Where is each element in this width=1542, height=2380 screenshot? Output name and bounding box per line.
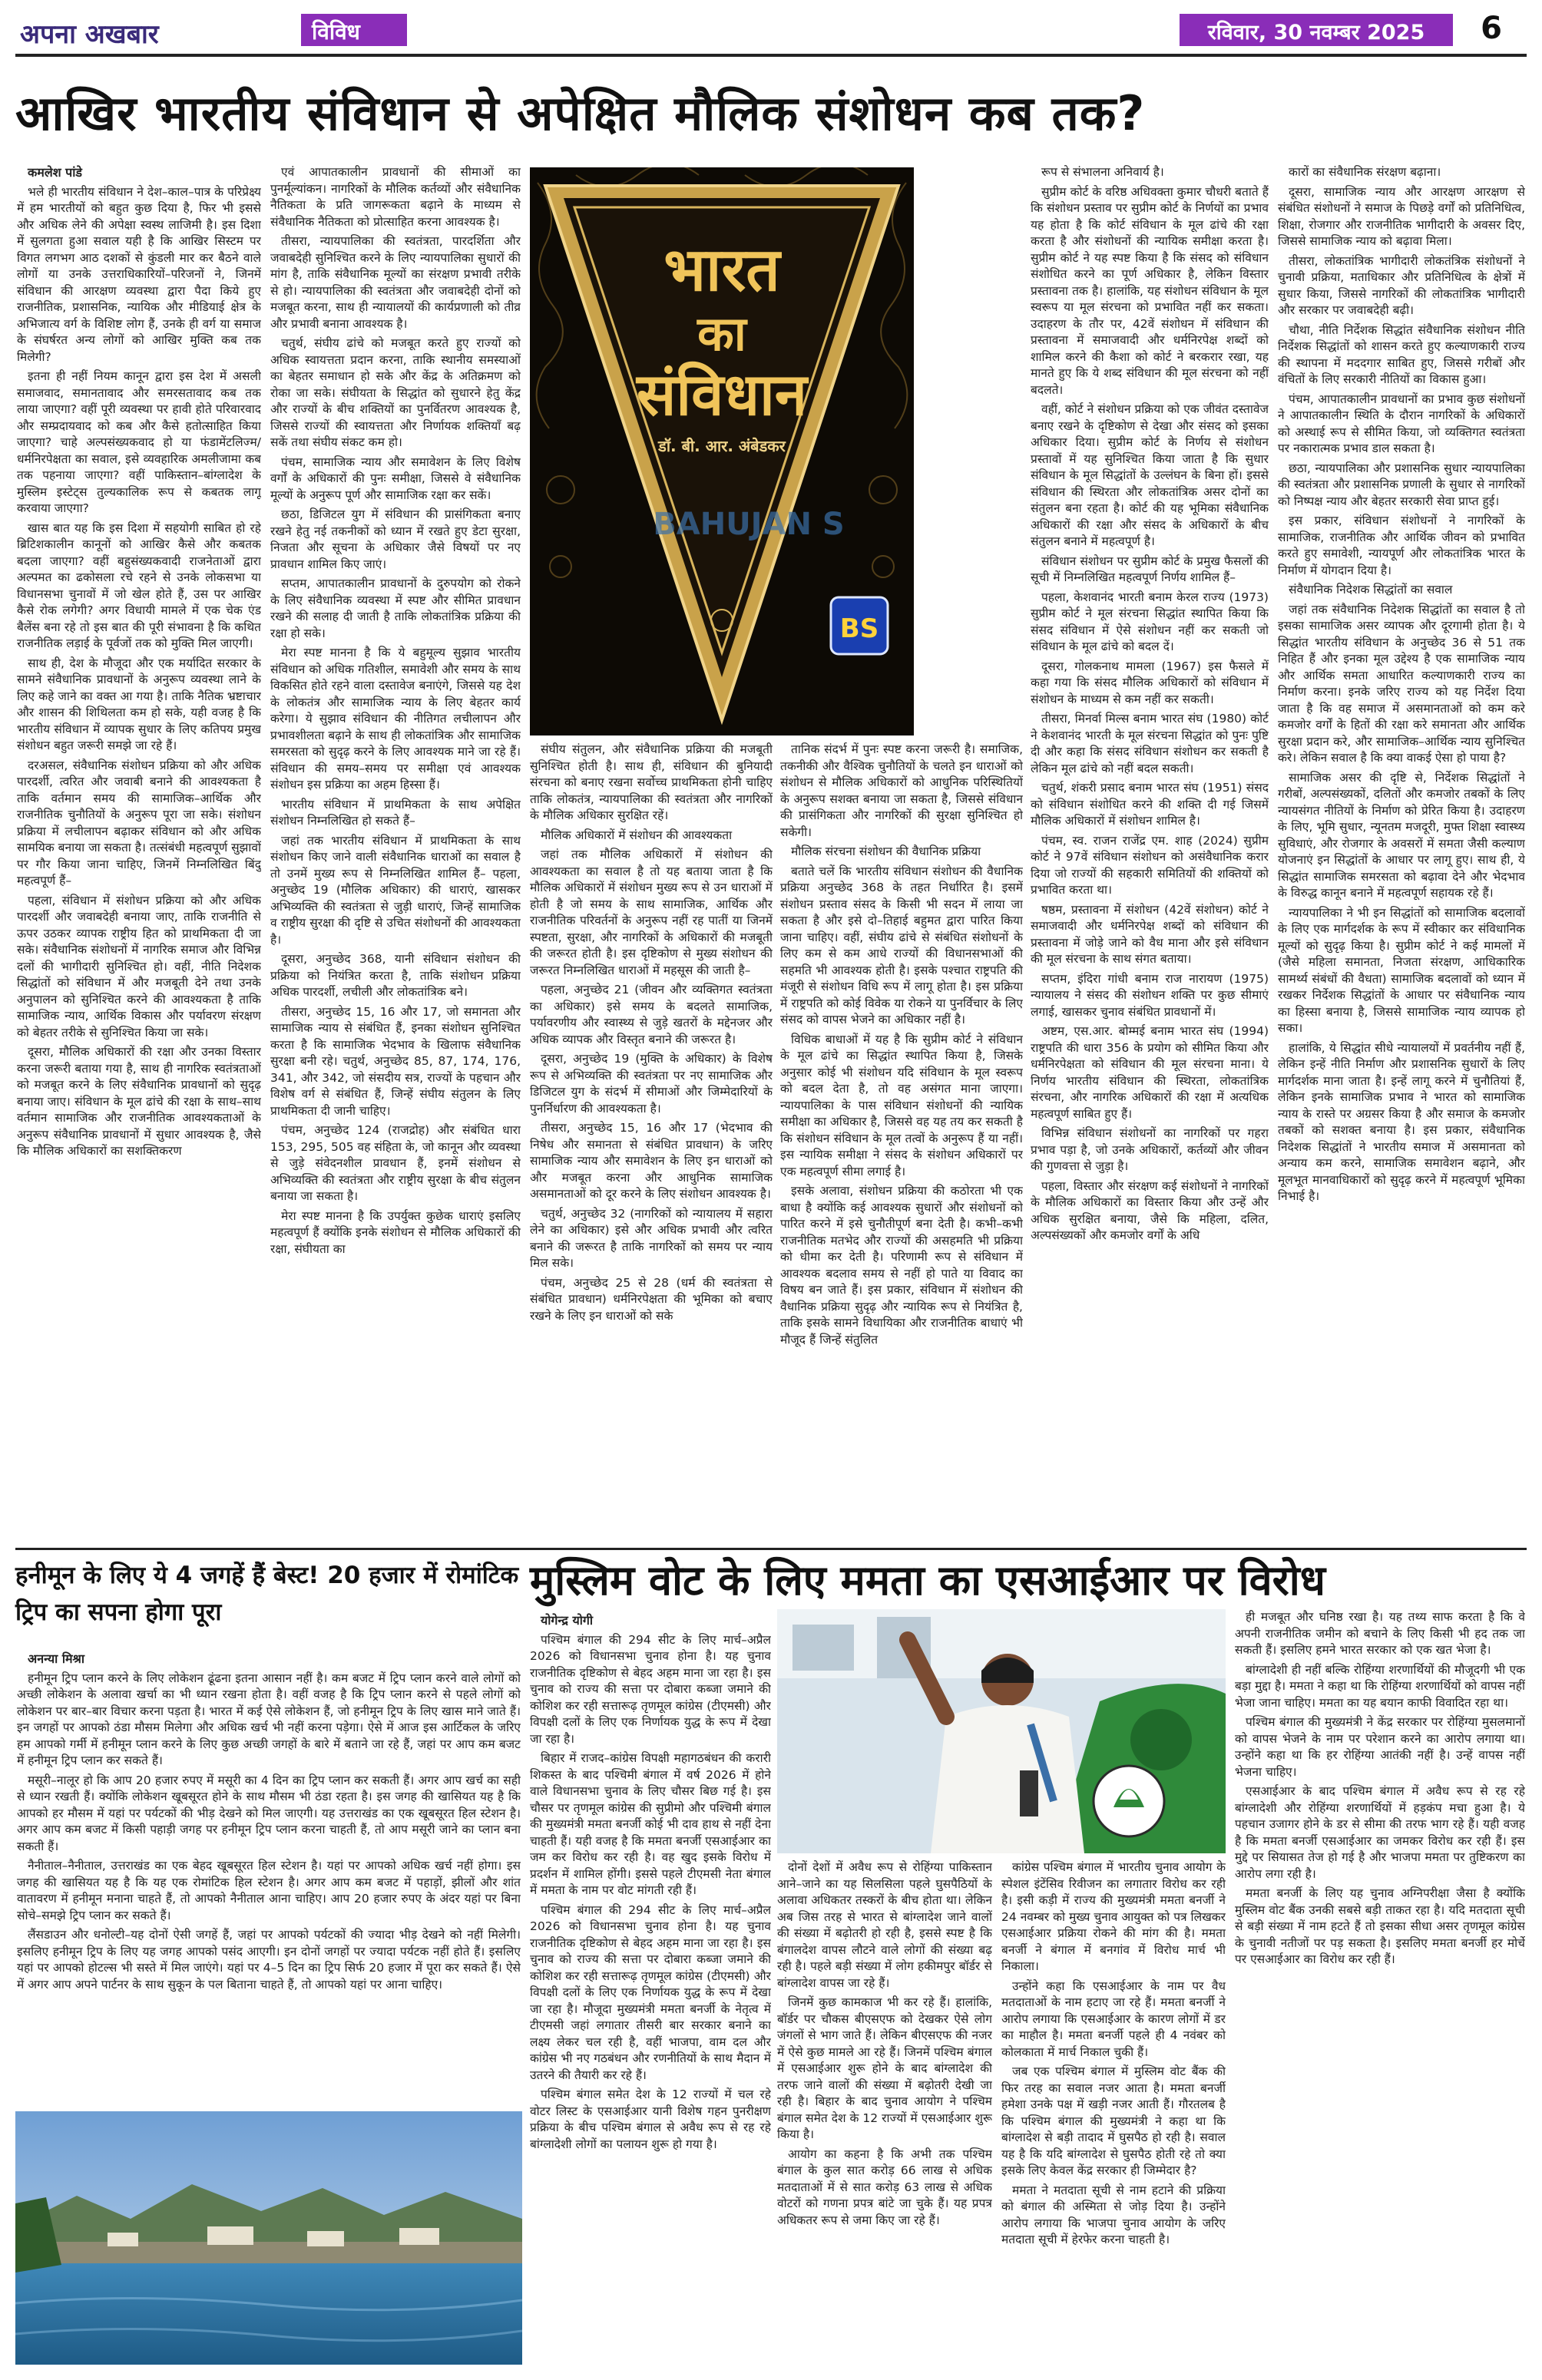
paragraph: दूसरा, सामाजिक न्याय और आरक्षण आरक्षण से संबंधित संशोधनों ने समाज के पिछड़े वर्गों को प्रतिनिधित्व, शिक्षा, रोजगार और राजनीतिक भागीदारी के अवसर दिए, जिससे सामाजिक न्याय को बढ़ावा मिला। [1278,184,1525,248]
paragraph: तीसरा, मिनर्वा मिल्स बनाम भारत संघ (1980) कोर्ट ने केशवानंद भारती के मूल संरचना सिद्धांत को पुनः पुष्टि दी और कहा कि संसद संविधान संशोधन कर सकती है लेकिन मूल ढांचे को नहीं बदल सकती। [1031,712,1269,775]
tmc-flower-emblem [1094,1766,1164,1836]
story1-column-2 [270,164,521,1539]
paragraph: संवैधानिक निदेशक सिद्धांतों का सवाल [1289,583,1453,597]
paragraph: एसआईआर के बाद पश्चिम बंगाल में अवैध रूप से रह रहे बांग्लादेशी और रोहिंग्या शरणार्थियों में हड़कंप मचा हुआ है। ये पहचान उजागर होने के डर से सीमा की तरफ भाग रहे हैं। यही वजह है कि ममता बनर्जी एसआईआर का जमकर विरोध कर रही हैं। इस मुद्दे पर सियासत तेज हो गई है और भाजपा ममता पर तुष्टिकरण का आरोप लगा रही है। [1235,1784,1525,1881]
story3-column-3 [1001,1859,1226,2366]
paragraph: पश्चिम बंगाल समेत देश के 12 राज्यों में चल रहे वोटर लिस्ट के एसआईआर यानी विशेष गहन पुनरीक्षण प्रक्रिया के बीच पश्चिम बंगाल से अवैध रूप से रह रहे बांग्लादेशी लोगों का पलायन शुरू हो गया है। [530,2087,771,2151]
paragraph: इसके अलावा, संशोधन प्रक्रिया की कठोरता भी एक बाधा है क्योंकि कई आवश्यक सुधारों और संशोधनों को पारित करने में इसे चुनौतीपूर्ण बना देती है। कभी–कभी राजनीतिक मतभेद और राज्यों की असहमति भी प्रक्रिया को धीमा कर देती है। परिणामी रूप से संविधान में आवश्यक बदलाव समय से नहीं हो पाते या विवाद का विषय बन जाते हैं। इस प्रकार, संविधान में संशोधन की वैधानिक प्रक्रिया सुदृढ़ और न्यायिक रूप से नियंत्रित है, ताकि इसके सामने विधायिका और राजनीतिक बाधाएं भी मौजूद हैं जिन्हें संतुलित [780,1184,1023,1347]
paragraph: विधिक बाधाओं में यह है कि सुप्रीम कोर्ट ने संविधान के मूल ढांचे का सिद्धांत स्थापित किया है, जिसके अनुसार कोई भी संशोधन यदि संविधान के मूल स्वरूप को बदल देता है, तो वह असंगत माना जाएगा। न्यायपालिका के पास संविधान संशोधनों की न्यायिक समीक्षा का अधिकार है, जिससे वह यह तय कर सकती है कि संशोधन संविधान के मूल तत्वों के अनुरूप हैं या नहीं। इस न्यायिक समीक्षा ने संसद के संशोधन अधिकारों पर एक महत्वपूर्ण सीमा लगाई है। [780,1032,1023,1178]
story1-column-6 [1278,164,1525,1539]
paragraph: चतुर्थ, शंकरी प्रसाद बनाम भारत संघ (1951) संसद को संविधान संशोधित करने की शक्ति दी गई जिसमें मौलिक अधिकारों में संशोधन शामिल है। [1031,781,1269,828]
story2-author: अनन्या मिश्रा [28,1651,85,1666]
section-divider [15,1548,1527,1550]
paragraph: पहला, केशवानंद भारती बनाम केरल राज्य (1973) सुप्रीम कोर्ट ने मूल संरचना सिद्धांत स्थापित किया कि संसद संविधान में ऐसे संशोधन नहीं कर सकती जो संविधान के मूल ढांचे को बदल दें। [1031,590,1269,653]
paragraph: चौथा, नीति निर्देशक सिद्धांत संवैधानिक संशोधन नीति निर्देशक सिद्धांतों को शासन करते हुए कल्याणकारी राज्य की स्थापना में मददगार साबित हुए, जिससे गरीबों और वंचितों के लिए सरकारी नीतियों का विकास हुआ। [1278,322,1525,386]
paragraph: तीसरा, न्यायपालिका की स्वतंत्रता, पारदर्शिता और जवाबदेही सुनिश्चित करने के लिए न्यायपालिका सुधारों की मांग है, ताकि संवैधानिक मूल्यों का संरक्षण प्रभावी तरीके से हो। न्यायपालिका की स्वतंत्रता और जवाबदेही दोनों को मजबूत करना, साथ ही न्यायालयों की कार्यप्रणाली को तीव्र और प्रभावी बनाना आवश्यक है। [270,234,521,331]
masthead [0,0,1542,52]
lake-photo [15,2111,522,2365]
book-title-line3: संविधान [637,360,807,428]
paragraph: जहां तक संवैधानिक निदेशक सिद्धांतों का सवाल है तो इसका सामाजिक असर व्यापक और दूरगामी होता है। ये सिद्धांत भारतीय संविधान के अनुच्छेद 36 से 51 तक निहित हैं और इनका मूल उद्देश्य है एक सामाजिक न्याय और आर्थिक समता आधारित कल्याणकारी राज्य का निर्माण करना। इनके जरिए राज्य को यह निर्देश दिया जाता है कि वह समाज में असमानताओं को कम करे कमजोर वर्गों के हितों की रक्षा करे समानता और आर्थिक सुरक्षा प्रदान करे, और सामाजिक–आर्थिक न्याय सुनिश्चित करे। लेकिन सवाल है कि क्या वाकई ऐसा हो पाया है? [1278,602,1525,765]
story2-body [17,1651,521,2104]
paragraph: बिहार में राजद–कांग्रेस विपक्षी महागठबंधन की करारी शिकस्त के बाद पश्चिमी बंगाल में वर्ष 2026 में होने वाले विधानसभा चुनाव के लिए चौसर बिछ गई है। इस चौसर पर तृणमूल कांग्रेस की सुप्रीमो और पश्चिमी बंगाल की मुख्यमंत्री ममता बनर्जी कोई भी दाव हाथ से नहीं देना चाहती हैं। यही वजह है कि ममता बनर्जी एसआईआर का जम कर विरोध कर रही है। वह खुद इसके विरोध में प्रदर्शन में शामिल होंगी। इससे पहले टीएमसी नेता बंगाल में ममता के नाम पर वोट मांगती रही हैं। [530,1751,771,1897]
paragraph: तीसरा, अनुच्छेद 15, 16 और 17, जो समानता और सामाजिक न्याय से संबंधित हैं, इनका संशोधन सुनिश्चित करता है कि सामाजिक भेदभाव के खिलाफ संवैधानिक सुरक्षा बनी रहे। चतुर्थ, अनुच्छेद 85, 87, 174, 176, 341, और 342, जो संसदीय सत्र, राज्यों के पहचान और विशेष वर्ग से संबंधित हैं, जिन्हें संघीय संतुलन के लिए प्राथमिकता दी जानी चाहिए। [270,1004,521,1118]
story1-headline: आखिर भारतीय संविधान से अपेक्षित मौलिक संशोधन कब तक? [15,85,1146,141]
paragraph: खास बात यह कि इस दिशा में सहयोगी साबित हो रहे ब्रिटिशकालीन कानूनों को आखिर कैसे और कबतक बदला जाएगा? वहीं बहुसंख्यकवादी राजनेताओं द्वारा अल्पमत का ढकोसला रचे रहने से उनके लोकसभा या विधानसभा चुनावों में जो खेल होते हैं, उस पर आखिर कैसे रोक लगेगी? अगर विधायी मामले में एक चेक एंड बैलेंस बना रहे तो इस बात की पूरी संभावना है कि कथित राजनीतिक लड़ाई के पूर्वजों तक को मुक्ति मिल जाएगी। [17,521,261,650]
paragraph: साथ ही, देश के मौजूदा और एक मर्यादित सरकार के सामने संवैधानिक प्रावधानों के अनुरूप व्यवस्था लाने के लिए कहे जाने का वक्त आ गया है। ताकि नैतिक भ्रष्टाचार और शासन की शिथिलता कम हो सके, यही वजह है कि भारतीय संविधान में व्यापक सुधार के लिए कतिपय प्रमुख संशोधन बहुत जरूरी समझे जा रहे हैं। [17,656,261,752]
story3-column-2 [777,1859,992,2366]
paragraph: चतुर्थ, संघीय ढांचे को मजबूत करते हुए राज्यों को अधिक स्वायत्तता प्रदान करना, ताकि स्थानीय समस्याओं का बेहतर समाधान हो सके और केंद्र के अतिक्रमण को रोका जा सके। संघीयता के सिद्धांत को सुधारने हेतु केंद्र और राज्यों के बीच शक्तियों का पुनर्वितरण आवश्यक है, जिससे राज्यों की स्वायत्तता और निर्णायक शक्तियाँ बढ़ सकें तथा संघीय संकट कम हो। [270,336,521,449]
paragraph: जहां तक मौलिक अधिकारों में संशोधन की आवश्यकता का सवाल है तो यह बताया जाता है कि मौलिक अधिकारों में संशोधन मुख्य रूप से उन धाराओं में होती है जो समय के साथ सामाजिक, आर्थिक और राजनीतिक परिवर्तनों के अनुरूप नहीं रह पातीं या जिनमें स्पष्टता, सुरक्षा, और नागरिकों के अधिकारों की मजबूती की जरूरत होती है। इस दृष्टिकोण से मुख्य संशोधन की जरूरत निम्नलिखित धाराओं में महसूस की जाती है– [530,848,773,977]
paragraph: बांग्लादेशी ही नहीं बल्कि रोहिंग्या शरणार्थियों की मौजूदगी भी एक बड़ा मुद्दा है। ममता ने कहा था कि रोहिंग्या शरणार्थियों को वापस नहीं भेजा जाना चाहिए। ममता का यह बयान काफी विवादित रहा था। [1235,1662,1525,1710]
paragraph: ही मजबूत और घनिष्ठ रखा है। यह तथ्य साफ करता है कि वे अपनी राजनीतिक जमीन को बचाने के लिए किसी भी हद तक जा सकती हैं। इसलिए हमने भारत सरकार को एक खत भेजा है। [1235,1610,1525,1657]
constitution-book-cover [530,167,914,735]
paragraph: जिनमें कुछ कामकाज भी कर रहे हैं। हालांकि, बॉर्डर पर चौकस बीएसएफ को देखकर ऐसे लोग जंगलों से भाग जाते हैं। लेकिन बीएसएफ की नजर में ऐसे कुछ मामले आ रहे हैं। जिनमें पश्चिम बंगाल में एसआईआर शुरू होने के बाद बांग्लादेश की तरफ जाने वालों की संख्या में बढ़ोतरी देखी जा रही है। बिहार के बाद चुनाव आयोग ने पश्चिम बंगाल समेत देश के 12 राज्यों में एसआईआर शुरू किया है। [777,1995,992,2141]
paragraph: छठा, न्यायपालिका और प्रशासनिक सुधार न्यायपालिका की स्वतंत्रता और प्रशासनिक प्रणाली के सुधार से नागरिकों को निष्पक्ष न्याय और बेहतर सरकारी सेवा प्राप्त हुई। [1278,461,1525,508]
paragraph: पश्चिम बंगाल की मुख्यमंत्री ने केंद्र सरकार पर रोहिंग्या मुसलमानों को वापस भेजने के नाम पर परेशान करने का आरोप लगाया था। उन्होंने कहा था कि हर रोहिंग्या आतंकी नहीं है। उन्हें वापस नहीं भेजना चाहिए। [1235,1715,1525,1779]
paragraph: पहला, अनुच्छेद 21 (जीवन और व्यक्तिगत स्वतंत्रता का अधिकार) इसे समय के बदलते सामाजिक, पर्यावरणीय और स्वास्थ्य से जुड़े खतरों के मद्देनजर और अधिक व्यापक और विस्तृत बनाने की जरूरत है। [530,983,773,1046]
paper-name: अपना अखबार [20,19,159,50]
paragraph: दूसरा, अनुच्छेद 368, यानी संविधान संशोधन की प्रक्रिया को नियंत्रित करता है, ताकि संशोधन प्रक्रिया अधिक पारदर्शी, लचीली और लोकतांत्रिक बने। [270,952,521,999]
paragraph: मेरा स्पष्ट मानना है कि उपर्युक्त कुछेक धाराएं इसलिए महत्वपूर्ण हैं क्योंकि इनके संशोधन से मौलिक अधिकारों की रक्षा, संघीयता का [270,1208,521,1256]
story3-column-1 [530,1612,771,2365]
paragraph: दोनों देशों में अवैध रूप से रोहिंग्या पाकिस्तान आने–जाने का यह सिलसिला पहले घुसपैठियों के अलावा अधिकतर तस्करों के बीच होता था। लेकिन अब जिस तरह से भारत से बांग्लादेश जाने वालों की संख्या में बढ़ोतरी हो रही है, इससे स्पष्ट है कि बंगालदेश वापस लौटने वाले लोगों की संख्या बढ़ रही है। पहले बड़ी संख्या में लोग हकीमपुर बॉर्डर से बांग्लादेश वापस जा रहे हैं। [777,1860,992,1990]
paragraph: सामाजिक असर की दृष्टि से, निर्देशक सिद्धांतों ने गरीबों, अल्पसंख्यकों, दलितों और कमजोर तबकों के लिए न्यायसंगत नीतियों के निर्माण को प्रेरित किया है। उदाहरण के लिए, भूमि सुधार, न्यूनतम मजदूरी, मुफ्त शिक्षा स्वास्थ्य सुविधाएं, और रोजगार के अवसरों में समता जैसी कल्याण योजनाएं इन सिद्धांतों के आधार पर लागू हुए। साथ ही, ये सिद्धांत सामाजिक समरसता को बढ़ावा देने और भेदभाव के विरुद्ध कानून बनाने में महत्वपूर्ण सहायक रहे हैं। [1278,770,1525,900]
paragraph: बताते चलें कि भारतीय संविधान संशोधन की वैधानिक प्रक्रिया अनुच्छेद 368 के तहत निर्धारित है। इसमें संशोधन प्रस्ताव संसद के किसी भी सदन में लाया जा सकता है और इसे दो–तिहाई बहुमत द्वारा पारित किया जाना चाहिए। वहीं, संघीय ढांचे से संबंधित संशोधनों के लिए कम से कम आधे राज्यों की विधानसभाओं की सहमति भी आवश्यक होती है। इसके पश्चात राष्ट्रपति की मंजूरी से संशोधन विधि रूप में लागू होता है। इस प्रक्रिया में राष्ट्रपति को कोई विवेक या रोकने या पुनर्विचार के लिए संसद को वापस भेजने का अधिकार नहीं है। [780,864,1023,1026]
paragraph: छठा, डिजिटल युग में संविधान की प्रासंगिकता बनाए रखने हेतु नई तकनीकों को ध्यान में रखते हुए डेटा सुरक्षा, निजता और सूचना के अधिकार जैसे विषयों पर नए प्रावधान शामिल किए जाएं। [270,507,521,571]
story1-column-3 [530,742,773,1540]
paragraph: ममता बनर्जी के लिए यह चुनाव अग्निपरीक्षा जैसा है क्योंकि मुस्लिम वोट बैंक उनकी सबसे बड़ी ताकत रहा है। यदि मतदाता सूची से बड़ी संख्या में नाम हटते हैं तो इसका सीधा असर तृणमूल कांग्रेस के चुनावी नतीजों पर पड़ सकता है। इसलिए ममता बनर्जी हर मोर्चे पर एसआईआर का विरोध कर रही हैं। [1235,1886,1525,1966]
paragraph: सुप्रीम कोर्ट के वरिष्ठ अधिवक्ता कुमार चौधरी बताते हैं कि संशोधन प्रस्ताव पर सुप्रीम कोर्ट के निर्णयों का प्रभाव यह होता है कि कोर्ट संविधान के मूल ढांचे की रक्षा करता है और संशोधनों की न्यायिक समीक्षा करता है। सुप्रीम कोर्ट ने यह स्पष्ट किया है कि संसद को संविधान संशोधित करने का पूर्ण अधिकार है, लेकिन विस्तार प्रस्तावना तक है। हालांकि, यह संशोधन संविधान के मूल स्वरूप या मूल संरचना को प्रभावित नहीं कर सकता। उदाहरण के तौर पर, 42वें संशोधन में संविधान की प्रस्तावना में समाजवादी और धर्मनिरपेक्ष शब्दों को शामिल करने की कैशा को कोर्ट ने बरकरार रखा, यह मानते हुए कि ये शब्द संविधान की मूल संरचना को नहीं बदलते। [1031,184,1269,397]
paragraph: इतना ही नहीं नियम कानून द्वारा इस देश में असली समाजवाद, समानतावाद और समरसतावाद कब तक लाया जाएगा? वहीं पूरी व्यवस्था पर हावी होते परिवारवाद और सम्प्रदायवाद को कब और कैसे हतोत्साहित किया जाएगा? चाहे अल्पसंख्यकवाद हो या फंडामेंटलिज्म/धर्मनिरपेक्षता का सवाल, इसे व्यवहारिक अमलीजामा कब तक पहनाया जाएगा? वहीं पाकिस्तान–बांग्लादेश के मुस्लिम इस्टेट्स तुल्यकालिक रूप से कबतक लागू करवाया जाएगा? [17,369,261,515]
page-number: 6 [1481,11,1502,46]
paragraph: एवं आपातकालीन प्रावधानों की सीमाओं का पुनर्मूल्यांकन। नागरिकों के मौलिक कर्तव्यों और संवैधानिक नैतिकता के प्रति जागरूकता बढ़ाने के माध्यम से संवैधानिक नैतिकता को प्रोत्साहित करना आवश्यक है। [270,165,521,229]
paragraph: तीसरा, अनुच्छेद 15, 16 और 17 (भेदभाव की निषेध और समानता से संबंधित प्रावधान) के जरिए सामाजिक न्याय और समावेशन के लिए इन धाराओं को और मजबूत करना और आधुनिक सामाजिक असमानताओं को दूर करने के लिए संशोधन आवश्यक है। [530,1121,773,1201]
story3-column-4 [1235,1609,1525,2366]
story3-headline: मुस्लिम वोट के लिए ममता का एसआईआर पर विरोध [530,1556,1325,1605]
paragraph: नैनीताल–नैनीताल, उत्तराखंड का एक बेहद खूबसूरत हिल स्टेशन है। यहां पर आपको अधिक खर्च नहीं होगा। इस जगह की खासियत यह है कि यह एक रोमांटिक हिल स्टेशन है। अगर आप कम बजट में पहाड़ों, झीलों और शांत वातावरण में हनीमून मनाना चाहते हैं, तो आपको नैनीताल आना चाहिए। आप 20 हजार रुपए के अंदर यहां पर बिना सोचे–समझे ट्रिप प्लान कर सकते हैं। [17,1859,521,1922]
paragraph: मौलिक अधिकारों में संशोधन की आवश्यकता [541,828,733,842]
story3-author: योगेन्द्र योगी [541,1613,594,1628]
book-title-line2: का [697,306,746,362]
paragraph: पंचम, अनुच्छेद 25 से 28 (धर्म की स्वतंत्रता से संबंधित प्रावधान) धर्मनिरपेक्षता की भूमिका को बचाए रखने के लिए इन धाराओं को सके [530,1275,773,1323]
paragraph: मसूरी–नालूर हो कि आप 20 हजार रुपए में मसूरी का 4 दिन का ट्रिप प्लान कर सकती हैं। अगर आप खर्च का सही से ध्यान रखती हैं। क्योंकि लोकेशन खूबसूरत होने के साथ मौसम भी ठंडा रहता है। इस जगह की खासियत यह है कि आपको हर मौसम में यहां पर पर्यटकों की भीड़ देखने को मिल जाएगी। यह उत्तराखंड का एक खूबसूरत हिल स्टेशन है। अगर आप कम बजट में किसी पहाड़ी जगह पर हनीमून ट्रिप प्लान करना चाहती हैं, तो आप मसूरी जाने का प्लान बना सकती हैं। [17,1773,521,1853]
paragraph: तीसरा, लोकतांत्रिक भागीदारी लोकतंत्रिक संशोधनों ने चुनावी प्रक्रिया, मताधिकार और प्रतिनिधित्व के क्षेत्रों में सुधार किया, जिससे नागरिकों की लोकतांत्रिक भागीदारी और सरकार पर जवाबदेही बढ़ी। [1278,253,1525,317]
paragraph: हनीमून ट्रिप प्लान करने के लिए लोकेशन ढूंढना इतना आसान नहीं है। कम बजट में ट्रिप प्लान करने वाले लोगों को अच्छी लोकेशन के अलावा खर्चा का भी ध्यान रखना होता है। वहीं वजह है कि ट्रिप प्लान करने से पहले लोगों को लोकेशन पर बार–बार विचार करना पड़ता है। भारत में कई ऐसे लोकेशन हैं, जो हनीमून ट्रिप के लिए खास माने जाते हैं। इन जगहों पर आपको ठंडा मौसम मिलेगा और अधिक खर्च भी नहीं करना पड़ेगा। ऐसे में आज इस आर्टिकल के जरिए हम आपको गर्मी में हनीमून प्लान करने के लिए कुछ अच्छी जगहों के बारे में बताने जा रहे हैं, जहां पर आप कम बजट में हनीमून ट्रिप प्लान कर सकते हैं। [17,1671,521,1767]
paragraph: दूसरा, अनुच्छेद 19 (मुक्ति के अधिकार) के विशेष रूप से अभिव्यक्ति की स्वतंत्रता पर नए सामाजिक और डिजिटल युग के संदर्भ में सीमाओं और जिम्मेदारियों के पुनर्निर्धारण की आवश्यकता है। [530,1052,773,1116]
paragraph: पहला, संविधान में संशोधन प्रक्रिया को और अधिक पारदर्शी और जवाबदेही बनाया जाए, ताकि राजनीति से ऊपर उठकर व्यापक राष्ट्रीय हित को प्राथमिकता दी जा सके। संवैधानिक संशोधनों में नागरिक समाज और विभिन्न दलों की भागीदारी सुनिश्चित हो। वहीं, नीति निदेशक सिद्धांतों को संविधान में और मजबूती देने तथा उनके अनुपालन को सुनिश्चित करने की आवश्यकता है ताकि सामाजिक न्याय, आर्थिक विकास और पर्यावरण संरक्षण को बेहतर तरीके से सुनिश्चित किया जा सके। [17,893,261,1040]
paragraph: लैंसडाउन और धनोल्टी–यह दोनों ऐसी जगहें हैं, जहां पर आपको पर्यटकों की ज्यादा भीड़ देखने को नहीं मिलेगी। इसलिए हनीमून ट्रिप के लिए यह जगह आपको पसंद आएगी। इन दोनों जगहों पर ज्यादा पर्यटक नहीं होते हैं। इसलिए यहां पर आपको होटल्स भी सस्ते में मिल जाएंगे। यहां पर 4–5 दिन का ट्रिप सिर्फ 20 हजार में पूरा कर सकते हैं। ऐसे में अगर आप अपने पार्टनर के साथ सुकून के पल बिताना चाहते हैं, तो आपको यहां पर आना चाहिए। [17,1928,521,1992]
paragraph: संघीय संतुलन, और संवैधानिक प्रक्रिया की मजबूती सुनिश्चित होती है। साथ ही, संविधान की बुनियादी संरचना को बनाए रखना सर्वोच्च प्राथमिकता होनी चाहिए ताकि लोकतंत्र, न्यायपालिका की स्वतंत्रता और नागरिकों के मौलिक अधिकार सुरक्षित रहें। [530,742,773,822]
story2-headline: हनीमून के लिए ये 4 जगहें हैं बेस्ट! 20 हजार में रोमांटिक ट्रिप का सपना होगा पूरा [15,1562,519,1626]
paragraph: उन्होंने कहा कि एसआईआर के नाम पर वैध मतदाताओं के नाम हटाए जा रहे हैं। ममता बनर्जी ने आरोप लगाया कि एसआईआर के कारण लोगों में डर का माहौल है। ममता बनर्जी पहले ही 4 नवंबर को कोलकाता में मार्च निकाल चुकी हैं। [1001,1978,1226,2059]
paragraph: पश्चिम बंगाल की 294 सीट के लिए मार्च–अप्रैल 2026 को विधानसभा चुनाव होना है। यह चुनाव राजनीतिक दृष्टिकोण से बेहद अहम माना जा रहा है। इस चुनाव को राज्य की सत्ता पर दोबारा कब्जा जमाने की कोशिश कर रही सत्तारूढ़ तृणमूल कांग्रेस (टीएमसी) और विपक्षी दलों के लिए एक निर्णायक युद्ध के रूप में देखा जा रहा है। मौजूदा मुख्यमंत्री ममता बनर्जी के नेतृत्व में टीएमसी जहां लगातार तीसरी बार सरकार बनाने का लक्ष्य लेकर चल रही है, वहीं भाजपा, वाम दल और कांग्रेस भी नए गठबंधन और रणनीतियों के साथ मैदान में उतरने की तैयारी कर रहे हैं। [530,1902,771,2082]
paragraph: कांग्रेस पश्चिम बंगाल में भारतीय चुनाव आयोग के स्पेशल इंटेंसिव रिवीजन का लगातार विरोध कर रही है। इसी कड़ी में राज्य की मुख्यमंत्री ममता बनर्जी ने 24 नवम्बर को मुख्य चुनाव आयुक्त को पत्र लिखकर एसआईआर प्रक्रिया रोकने की मांग की है। ममता बनर्जी ने बंगाल में बनगांव में विरोध मार्च भी निकाला। [1001,1860,1226,1973]
paragraph: न्यायपालिका ने भी इन सिद्धांतों को सामाजिक बदलावों के लिए एक मार्गदर्शक के रूप में स्वीकार कर संविधानिक मूल्यों को सुदृढ़ किया है। सुप्रीम कोर्ट ने कई मामलों में (जैसे महिला समानता, निजता संरक्षण, आधिकारिक सामर्थ्य संबंधों की वैधता) सामाजिक बदलावों को ध्यान में रखकर निर्देशक सिद्धांतों के आधार पर संवैधानिक न्याय का हिस्सा बनाया है, जिससे सामाजिक न्याय व्यापक हो सका। [1278,905,1525,1035]
masthead-rule [15,54,1527,57]
paragraph: चतुर्थ, अनुच्छेद 32 (नागरिकों को न्यायालय में सहारा लेने का अधिकार) इसे और अधिक प्रभावी और त्वरित बनाने की जरूरत है ताकि नागरिकों को समय पर न्याय मिल सके। [530,1206,773,1270]
paragraph: हालांकि, ये सिद्धांत सीधे न्यायालयों में प्रवर्तनीय नहीं हैं, लेकिन इन्हें नीति निर्माण और प्रशासनिक सुधारों के लिए मार्गदर्शक माना जाता है। इन्हें लागू करने में चुनौतियां हैं, लेकिन इनके सामाजिक प्रभाव ने भारत को सामाजिक न्याय के रास्ते पर अग्रसर किया है और समाज के कमजोर तबकों को सशक्त बनाया है। इस प्रकार, संवैधानिक निदेशक सिद्धांतों ने भारतीय समाज में असमानता को अन्याय कम करने, सामाजिक समावेशन बढ़ाने, और मूलभूत मानवाधिकारों को सुदृढ़ करने में महत्वपूर्ण भूमिका निभाई है। [1278,1040,1525,1203]
paragraph: दूसरा, गोलकनाथ मामला (1967) इस फैसले में कहा गया कि संसद मौलिक अधिकारों को संविधान में संशोधन के माध्यम से कम नहीं कर सकती। [1031,659,1269,706]
paragraph: पहला, विस्तार और संरक्षण कई संशोधनों ने नागरिकों के मौलिक अधिकारों का विस्तार किया और उन्हें और अधिक सुरक्षित बनाया, जैसे कि महिला, दलित, अल्पसंख्यकों और कमजोर वर्गों के अधि [1031,1178,1269,1242]
paragraph: भले ही भारतीय संविधान ने देश–काल–पात्र के परिप्रेक्ष्य में हम भारतीयों को बहुत कुछ दिया है, फिर भी इससे और अधिक लेने की अपेक्षा स्वस्थ लाजिमी है। इस दिशा में सुलगता हुआ सवाल यही है कि आखिर सिस्टम पर विगत लगभग आठ दशकों से कुंडली मार कर बैठने वाले लोगों या उनके उत्तराधिकारियों–परिजनों ने, जिनमें संविधान की आरक्षण व्यवस्था द्वारा पैदा किये हुए राजनीतिक, प्रशासनिक, न्यायिक और मीडियाई क्षेत्र के अभिजात्य वर्ग के विशिष्ट लोग हैं, उनके ही वर्ग या समाज के संघर्षरत अन्य लोगों को आखिर मुक्ति कब तक मिलेगी? [17,184,261,364]
issue-date: रविवार, 30 नवम्बर 2025 [1180,14,1453,46]
paragraph: जहां तक भारतीय संविधान में प्राथमिकता के साथ संशोधन किए जाने वाली संवैधानिक धाराओं का सवाल है तो उनमें मुख्य रूप से निम्नलिखित शामिल हैं– पहला, अनुच्छेद 19 (मौलिक अधिकार) की धाराएं, खासकर अभिव्यक्ति की स्वतंत्रता से जुड़ी धाराएं, जिन्हें सामाजिक व राष्ट्रीय सुरक्षा की दृष्टि से उचित संशोधनों की आवश्यकता है। [270,833,521,947]
paragraph: भारतीय संविधान में प्राथमिकता के साथ अपेक्षित संशोधन निम्नलिखित हो सकते हैं– [270,797,521,828]
paragraph: पंचम, अनुच्छेद 124 (राजद्रोह) और संबंधित धारा 153, 295, 505 वह संहिता के, जो कानून और व्यवस्था से जुड़े संवेदनशील प्रावधान हैं, इनमें संशोधन से अभिव्यक्ति की स्वतंत्रता और राष्ट्रीय सुरक्षा के बीच संतुलन बनाया जा सकता है। [270,1123,521,1203]
paragraph: पंचम, स्व. राजन राजेंद्र एम. शाह (2024) सुप्रीम कोर्ट ने 97वें संविधान संशोधन को असंवैधानिक करार दिया जो राज्यों की सहकारी समितियों की शक्तियों को प्रभावित करता था। [1031,833,1269,897]
bs-badge-label: BS [839,613,879,644]
book-title-line1: भारत [663,236,780,305]
paragraph: कारों का संवैधानिक संरक्षण बढ़ाना। [1289,165,1441,179]
paragraph: वहीं, कोर्ट ने संशोधन प्रक्रिया को एक जीवंत दस्तावेज बनाए रखने के दृष्टिकोण से देखा और संसद को इसका अधिकार दिया। सुप्रीम कोर्ट के निर्णय से संशोधन प्रस्तावों में यह सुनिश्चित किया जाता है कि सुधार संविधान के मूल सिद्धांतों के उल्लंघन के बिना हों। इससे संविधान की स्थिरता और लोकतांत्रिक असर दोनों का संतुलन बना रहता है। कोर्ट की यह भूमिका संवैधानिक अधिकारों की रक्षा और संसद के अधिकारों के बीच संतुलन बनाने में महत्वपूर्ण है। [1031,402,1269,548]
paragraph: आयोग का कहना है कि अभी तक पश्चिम बंगाल के कुल सात करोड़ 66 लाख से अधिक मतदाताओं में से सात करोड़ 63 लाख से अधिक वोटरों को गणना प्रपत्र बांटे जा चुके हैं। यह प्रपत्र अधिकतर रूप से जमा किए जा रहे हैं। [777,2147,992,2227]
paragraph: रूप से संभालना अनिवार्य है। [1041,165,1164,179]
paragraph: संविधान संशोधन पर सुप्रीम कोर्ट के प्रमुख फैसलों की सूची में निम्नलिखित महत्वपूर्ण निर्णय शामिल हैं– [1031,554,1269,584]
mamata-rally-photo [777,1609,1226,1853]
story1-author: कमलेश पांडे [28,165,82,180]
book-author: डॉ. बी. आर. अंबेडकर [658,437,786,455]
paragraph: इस प्रकार, संविधान संशोधनों ने नागरिकों के सामाजिक, राजनीतिक और आर्थिक जीवन को प्रभावित करते हुए समावेशी, न्यायपूर्ण और लोकतांत्रिक भारत के निर्माण में योगदान दिया है। [1278,514,1525,577]
paragraph: पश्चिम बंगाल की 294 सीट के लिए मार्च–अप्रैल 2026 को विधानसभा चुनाव होना है। यह चुनाव राजनीतिक दृष्टिकोण से बेहद अहम माना जा रहा है। इस चुनाव को राज्य की सत्ता पर दोबारा कब्जा जमाने की कोशिश कर रही सत्तारूढ़ तृणमूल कांग्रेस (टीएमसी) और विपक्षी दलों के लिए एक निर्णायक युद्ध के रूप में देखा जा रहा है। [530,1632,771,1746]
paragraph: दरअसल, संवैधानिक संशोधन प्रक्रिया को और अधिक पारदर्शी, त्वरित और जवाबी बनाने की आवश्यकता है ताकि वर्तमान समय की सामाजिक–आर्थिक और राजनीतिक चुनौतियों के अनुरूप पूरा जा सके। संशोधन प्रक्रिया में लचीलापन बढ़ाकर संविधान को और अधिक सामयिक बनाया जा सकता है। तत्संबंधी महत्वपूर्ण सुझावों पर गौर किया जाना चाहिए, जिनमें निम्नलिखित बिंदु महत्वपूर्ण हैं– [17,758,261,888]
story1-column-1 [17,164,261,1539]
paragraph: षष्ठम, प्रस्तावना में संशोधन (42वें संशोधन) कोर्ट ने समाजवादी और धर्मनिरपेक्ष शब्दों को संविधान की प्रस्तावना में जोड़े जाने को वैध माना और इसे संविधान की मूल संरचना के साथ संगत बताया। [1031,902,1269,966]
paragraph: सप्तम, इंदिरा गांधी बनाम राज नारायण (1975) न्यायालय ने संसद की संशोधन शक्ति पर कुछ सीमाएं लगाई, खासकर चुनाव संबंधित प्रावधानों में। [1031,971,1269,1019]
paragraph: पंचम, सामाजिक न्याय और समावेशन के लिए विशेष वर्गों के अधिकारों की पुनः समीक्षा, जिससे वे संवैधानिक मूल्यों के अनुरूप पूर्ण और सामाजिक रक्षा कर सकें। [270,455,521,502]
book-watermark: BAHUJAN S [653,507,845,542]
paragraph: अष्टम, एस.आर. बोम्मई बनाम भारत संघ (1994) राष्ट्रपति की धारा 356 के प्रयोग को सीमित किया और धर्मनिरपेक्षता को संविधान की मूल संरचना माना। ये निर्णय भारतीय संविधान की स्थिरता, लोकतांत्रिक संरचना, और नागरिक अधिकारों की रक्षा में अत्यधिक महत्वपूर्ण साबित हुए हैं। [1031,1024,1269,1121]
paragraph: विभिन्न संविधान संशोधनों का नागरिकों पर गहरा प्रभाव पड़ा है, जो उनके अधिकारों, कर्तव्यों और जीवन की गुणवत्ता से जुड़ा है। [1031,1126,1269,1173]
paragraph: दूसरा, मौलिक अधिकारों की रक्षा और उनका विस्तार करना जरूरी बताया गया है, साथ ही नागरिक स्वतंत्रताओं को मजबूत करने के लिए संवैधानिक प्रावधानों को सुदृढ़ बनाया जाए। संविधान के मूल ढांचे की रक्षा के साथ–साथ वर्तमान सामाजिक और राजनीतिक आवश्यकताओं के अनुरूप संवैधानिक प्रावधानों में सुधार आवश्यक है, जैसे कि मौलिक अधिकारों का सशक्तिकरण [17,1045,261,1158]
paragraph: तानिक संदर्भ में पुनः स्पष्ट करना जरूरी है। समाजिक, तकनीकी और वैश्विक चुनौतियों के चलते इन धाराओं को संशोधन से मौलिक अधिकारों को आधुनिक परिस्थितियों के अनुरूप सशक्त बनाया जा सकता है, जिससे संविधान की प्रासंगिकता और नागरिकों की सुरक्षा सुनिश्चित हो सकेगी। [780,742,1023,839]
section-tag: विविध [301,14,407,46]
paragraph: जब एक पश्चिम बंगाल में मुस्लिम वोट बैंक की फिर तरह का सवाल नजर आता है। ममता बनर्जी हमेशा उनके पक्ष में खड़ी नजर आती हैं। गौरतलब है कि पश्चिम बंगाल की मुख्यमंत्री ने कहा था कि बांग्लादेश से बड़ी तादाद में घुसपैठ हो रही है। सवाल यह है कि यदि बांग्लादेश से घुसपैठ होती रहे तो क्या इसके लिए केवल केंद्र सरकार ही जिम्मेदार है? [1001,2064,1226,2177]
paragraph: सप्तम, आपातकालीन प्रावधानों के दुरुपयोग को रोकने के लिए संवैधानिक व्यवस्था में स्पष्ट और सीमित प्रावधान रखने की सलाह दी जाती है ताकि लोकतांत्रिक प्रक्रिया की रक्षा हो सके। [270,577,521,640]
paragraph: पंचम, आपातकालीन प्रावधानों का प्रभाव कुछ संशोधनों ने आपातकालीन स्थिति के दौरान नागरिकों के अधिकारों को अस्थाई रूप से सीमित किया, जो व्यक्तिगत स्वतंत्रता पर नकारात्मक प्रभाव डाल सकता है। [1278,392,1525,455]
paragraph: मेरा स्पष्ट मानना है कि ये बहुमूल्य सुझाव भारतीय संविधान को अधिक गतिशील, समावेशी और समय के साथ विकसित होते रहने वाला दस्तावेज बनाएंगे, जिससे यह देश के लोकतंत्र और सामाजिक न्याय के लिए बेहतर कार्य करेगा। ये सुझाव संविधान की नीतिगत लचीलापन और प्रभावशीलता बढ़ाने के साथ ही लोकतांत्रिक और सामाजिक समरसता को सुदृढ़ करने के लिए आवश्यक माने जा रहे हैं। संविधान की समय–समय पर समीक्षा एवं आवश्यक संशोधन इस प्रक्रिया का अहम हिस्सा हैं। [270,646,521,792]
paragraph: मौलिक संरचना संशोधन की वैधानिक प्रक्रिया [791,845,981,858]
paragraph: ममता ने मतदाता सूची से नाम हटाने की प्रक्रिया को बंगाल की अस्मिता से जोड़ दिया है। उन्होंने आरोप लगाया कि भाजपा चुनाव आयोग के जरिए मतदाता सूची में हेरफेर करना चाहती है। [1001,2183,1226,2246]
story1-column-5 [923,164,1269,1539]
